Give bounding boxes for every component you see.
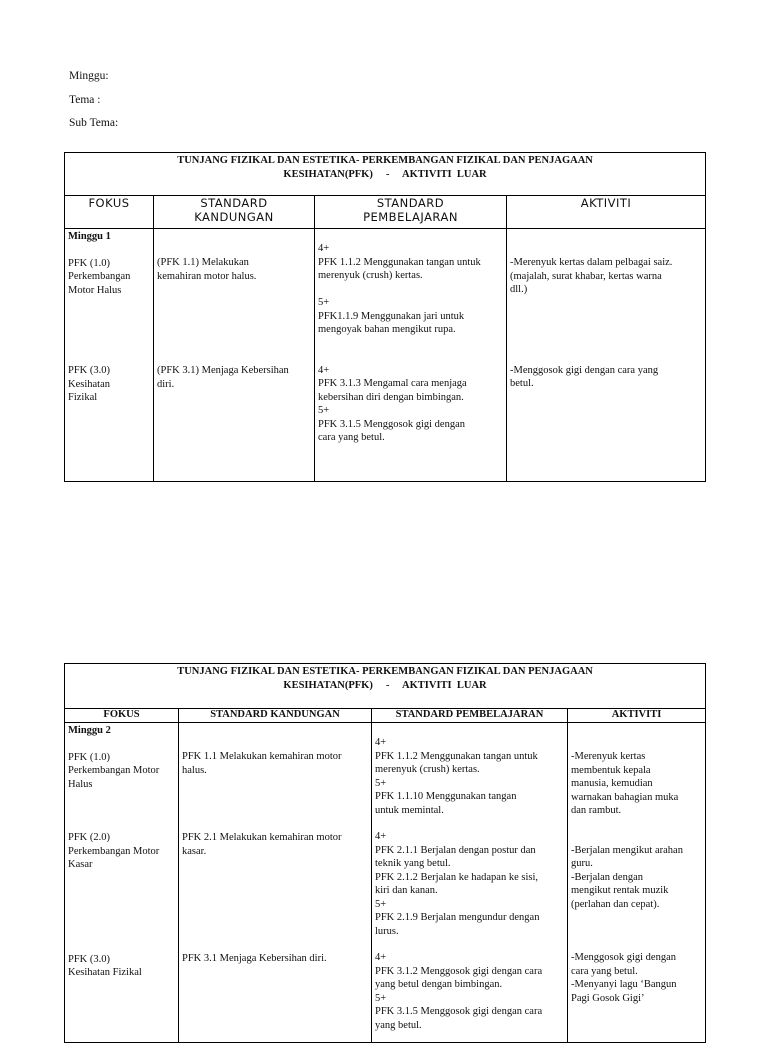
column-header-aktiviti: AKTIVITI [507, 196, 706, 229]
fokus-cell [65, 723, 179, 1043]
week-label: Minggu 2 [68, 725, 111, 736]
kandungan-cell [154, 229, 315, 482]
table-title-line-2: KESIHATAN(PFK) - AKTIVITI LUAR [283, 168, 487, 180]
week-label: Minggu 1 [68, 231, 111, 242]
aktiviti-text: -Berjalan mengikut arahan guru. -Berjalan dengan mengikut rentak muzik (perlahan dan cepat). [571, 844, 683, 910]
aktiviti-text: -Merenyuk kertas membentuk kepala manusia, kemudian warnakan bahagian muka dan rambut. [571, 751, 679, 816]
aktiviti-text: -Merenyuk kertas dalam pelbagai saiz. (majalah, surat khabar, kertas warna dll.) [510, 257, 673, 295]
header-minggu: Minggu: [69, 70, 109, 82]
column-header-standard-pembelajaran: STANDARD PEMBELAJARAN [315, 196, 507, 229]
kandungan-text: (PFK 1.1) Melakukan kemahiran motor halus. [157, 257, 257, 282]
kandungan-text: (PFK 3.1) Menjaga Kebersihan diri. [157, 365, 289, 390]
column-header-fokus: FOKUS [65, 709, 179, 723]
aktiviti-text: -Menggosok gigi dengan cara yang betul. -Menyanyi lagu ‘Bangun Pagi Gosok Gigi’ [571, 952, 677, 1004]
column-header-standard-pembelajaran: STANDARD PEMBELAJARAN [372, 709, 568, 723]
pembelajaran-text: 4+ PFK 3.1.2 Menggosok gigi dengan cara yang betul dengan bimbingan. 5+ PFK 3.1.5 Menggosok gigi dengan cara yang betul. [375, 952, 543, 1031]
column-header-fokus: FOKUS [65, 196, 154, 229]
header-tema: Tema : [69, 94, 101, 106]
aktiviti-cell [507, 229, 706, 482]
pembelajaran-text: 4+ PFK 2.1.1 Berjalan dengan postur dan teknik yang betul. PFK 2.1.2 Berjalan ke hadapan ke sisi, kiri dan kanan. 5+ PFK 2.1.9 Berjalan mengundur dengan lurus. [375, 831, 540, 937]
pembelajaran-text: 4+ PFK 3.1.3 Mengamal cara menjaga kebersihan diri dengan bimbingan. 5+ PFK 3.1.5 Menggosok gigi dengan cara yang betul. [318, 364, 467, 443]
pembelajaran-cell [372, 723, 568, 1043]
pembelajaran-text: 4+ PFK 1.1.2 Menggunakan tangan untuk merenyuk (crush) kertas. 5+ PFK1.1.9 Menggunakan jari untuk mengoyak bahan mengikut rupa. [318, 243, 481, 335]
fokus-cell [65, 229, 154, 482]
table-title-line-2: KESIHATAN(PFK) - AKTIVITI LUAR [283, 679, 487, 691]
table-title [65, 664, 706, 709]
aktiviti-text: -Menggosok gigi dengan cara yang betul. [510, 364, 659, 389]
table-title-line-1: TUNJANG FIZIKAL DAN ESTETIKA- PERKEMBANGAN FIZIKAL DAN PENJAGAAN [177, 666, 593, 677]
header-subtema: Sub Tema: [69, 117, 119, 129]
fokus-text: PFK (1.0) Perkembangan Motor Halus [68, 751, 160, 790]
fokus-text: PFK (1.0) Perkembangan Motor Halus [68, 257, 131, 296]
table-row [65, 723, 706, 1043]
kandungan-text: PFK 3.1 Menjaga Kebersihan diri. [182, 953, 327, 964]
table-title-line-1: TUNJANG FIZIKAL DAN ESTETIKA- PERKEMBANGAN FIZIKAL DAN PENJAGAAN [177, 155, 593, 166]
kandungan-cell [179, 723, 372, 1043]
activity-table-week-2 [64, 663, 706, 1043]
table-row [65, 229, 706, 482]
table-title [65, 153, 706, 196]
column-header-standard-kandungan: STANDARD KANDUNGAN [154, 196, 315, 229]
kandungan-text: PFK 1.1 Melakukan kemahiran motor halus. [182, 751, 342, 776]
aktiviti-cell [568, 723, 706, 1043]
kandungan-text: PFK 2.1 Melakukan kemahiran motor kasar. [182, 832, 342, 857]
pembelajaran-cell [315, 229, 507, 482]
fokus-text: PFK (3.0) Kesihatan Fizikal [68, 365, 111, 403]
fokus-text: PFK (2.0) Perkembangan Motor Kasar [68, 832, 160, 870]
column-header-standard-kandungan: STANDARD KANDUNGAN [179, 709, 372, 723]
fokus-text: PFK (3.0) Kesihatan Fizikal [68, 953, 142, 978]
activity-table-week-1 [64, 152, 706, 482]
column-header-aktiviti: AKTIVITI [568, 709, 706, 723]
pembelajaran-text: 4+ PFK 1.1.2 Menggunakan tangan untuk merenyuk (crush) kertas. 5+ PFK 1.1.10 Menggunakan tangan untuk memintal. [375, 737, 538, 816]
